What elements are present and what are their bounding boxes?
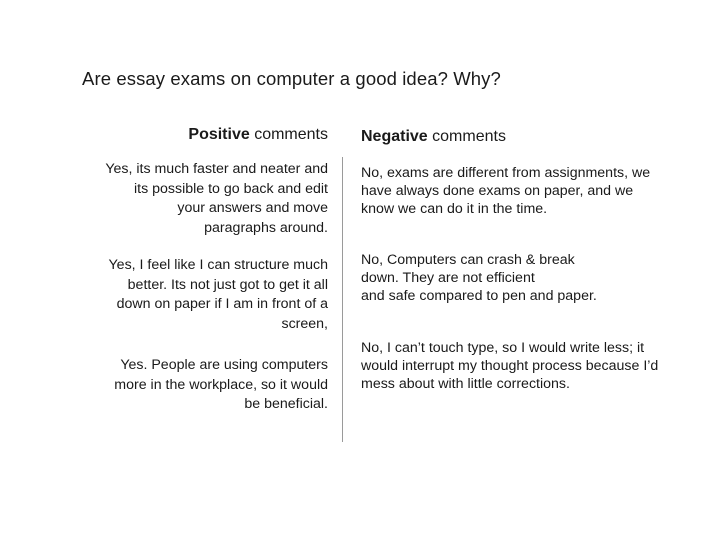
comment-line: Yes, I feel like I can structure much [108,257,328,273]
comment-line: more in the workplace, so it would [114,376,328,393]
comment-line: know we can do it in the time. [361,201,548,217]
positive-comments-heading [188,126,328,144]
negative-heading-bold: Negative [361,128,428,145]
comment-line: your answers and move [177,200,328,216]
negative-comment-2 [361,251,597,305]
slide-title: Are essay exams on computer a good idea? Why? [82,68,501,89]
column-divider [342,157,343,442]
comment-line: No, exams are different from assignments, we [361,165,651,181]
comment-line: screen, [281,315,328,332]
negative-comment-1 [361,164,650,218]
comment-line: have always done exams on paper, and we [361,183,634,199]
negative-comment-3 [361,339,658,393]
comment-line: and safe compared to pen and paper. [361,288,597,304]
comment-line: better. Its not just got to get it all [127,276,328,293]
comment-line: its possible to go back and edit [133,180,328,197]
negative-heading-rest: comments [427,128,506,145]
comment-line: mess about with little corrections. [361,376,570,392]
comment-line: down on paper if I am in front of a [116,296,328,312]
comment-line: No, I can’t touch type, so I would write less; it [361,340,645,356]
comment-line: No, Computers can crash & break [361,252,575,268]
negative-comments-heading [361,128,506,146]
comment-line: Yes, its much faster and neater and [105,161,328,177]
positive-heading-rest: comments [249,126,328,143]
comment-line: Yes. People are using computers [120,357,328,373]
comment-line: down. They are not efficient [361,270,535,286]
comment-line: would interrupt my thought process because I’d [361,358,659,374]
comment-line: be beneficial. [244,396,328,412]
positive-comment-3 [28,356,328,415]
positive-comment-2 [28,256,328,334]
positive-heading-bold: Positive [188,126,250,143]
positive-comment-1 [28,160,328,238]
comment-line: paragraphs around. [204,219,328,236]
